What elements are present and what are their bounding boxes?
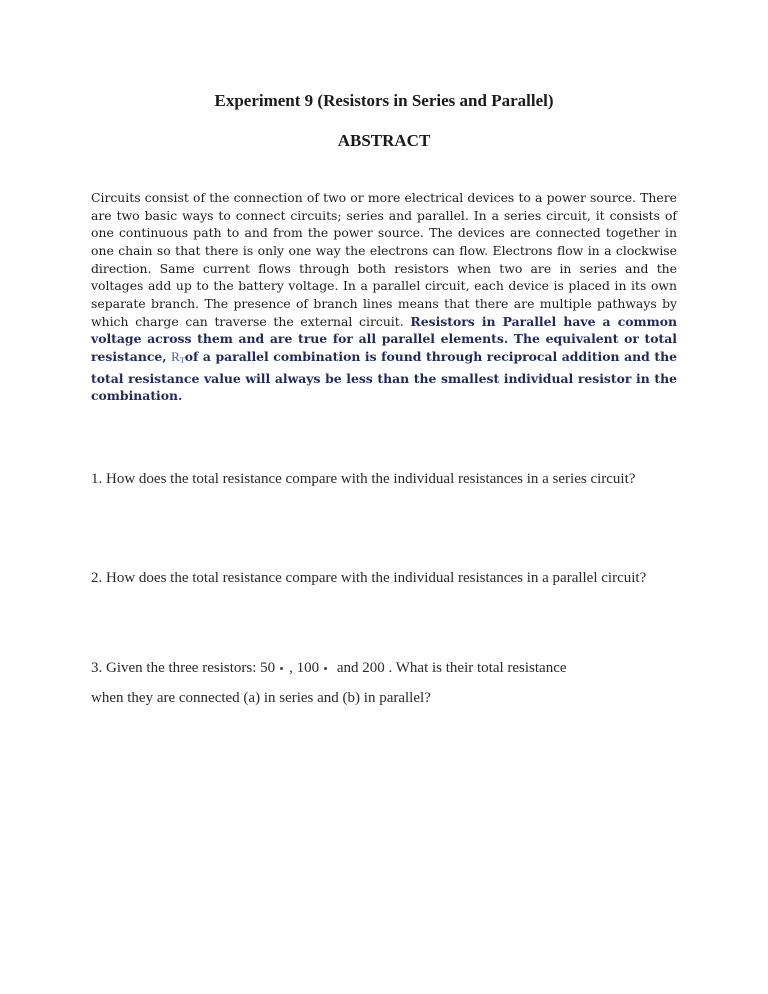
rt-subscript: T: [179, 355, 185, 365]
question-3-part-1: 3. Given the three resistors: 50: [91, 660, 276, 676]
ohm-symbol-icon: [324, 667, 327, 670]
question-2: 2. How does the total resistance compare with the individual resistances in a parallel circuit?: [91, 570, 647, 586]
abstract-heading: ABSTRACT: [337, 131, 431, 150]
ohm-symbol-icon: [280, 667, 283, 670]
question-3-part-3: and 200 . What is their total resistance: [336, 660, 567, 676]
question-3: [91, 653, 671, 713]
experiment-title: Experiment 9 (Resistors in Series and Parallel): [214, 91, 554, 110]
abstract-highlight-text-1: Resistors in Parallel have a common voltage across them and are true for all parallel elements. The equivalent or total resistance,: [91, 313, 677, 364]
question-3-line-2: when they are connected (a) in series and (b) in parallel?: [91, 690, 431, 706]
abstract-plain-text: Circuits consist of the connection of two or more electrical devices to a power source. There are two basic ways to connect circuits; series and parallel. In a series circuit, it consists of one continuous path to and from the power source. The devices are connected together in one chain so that there is only one way the electrons can flow. Electrons flow in a clockwise direction. Same current flows through both resistors when two are in series and the voltages add up to the battery voltage. In a parallel circuit, each device is placed in its own separate branch. The presence of branch lines means that there are multiple pathways by which charge can traverse the external circuit.: [91, 190, 677, 329]
abstract-paragraph: [91, 189, 677, 405]
question-1: 1. How does the total resistance compare with the individual resistances in a series circuit?: [91, 471, 636, 487]
abstract-highlight-text-2: of a parallel combination is found through reciprocal addition and the total resistance value will always be less than the smallest individual resistor in the combination.: [91, 348, 677, 404]
rt-letter: R: [171, 348, 180, 364]
question-3-part-2: , 100: [289, 660, 320, 676]
total-resistance-symbol: [171, 349, 185, 364]
